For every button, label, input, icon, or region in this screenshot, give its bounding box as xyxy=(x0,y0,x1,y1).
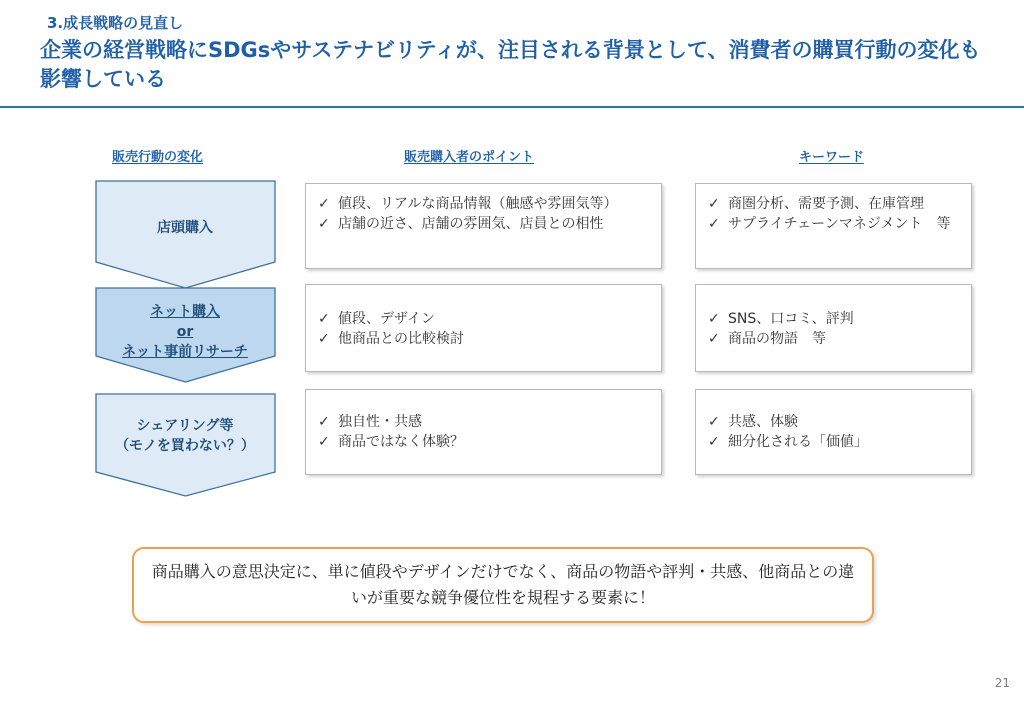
checkmark-icon: ✓ xyxy=(318,331,330,347)
list-item: ✓ 値段、デザイン xyxy=(318,311,436,327)
chevron-label-online xyxy=(95,302,275,362)
section-label: 3.成長戦略の見直し xyxy=(47,14,184,32)
chevron-label-sharing xyxy=(95,416,275,456)
column-header-keywords: キーワード xyxy=(799,150,865,165)
list-item: ✓ サプライチェーンマネジメント 等 xyxy=(708,216,951,232)
checkmark-icon: ✓ xyxy=(708,216,720,232)
points-box-store xyxy=(305,183,662,269)
page-title: 企業の経営戦略にSDGsやサステナビリティが、注目される背景として、消費者の購買行動の変化も影響している xyxy=(40,38,981,91)
conclusion-text: 商品購入の意思決定に、単に値段やデザインだけでなく、商品の物語や評判・共感、他商品との違いが重要な競争優位性を規程する要素に！ xyxy=(151,562,855,607)
list-item: ✓ 他商品との比較検討 xyxy=(318,331,464,347)
checkmark-icon: ✓ xyxy=(318,216,330,232)
list-item: ✓ 商品ではなく体験？ xyxy=(318,434,464,450)
page-number: 21 xyxy=(994,676,1010,690)
checkmark-icon: ✓ xyxy=(708,311,720,327)
list-item: ✓ 店舗の近さ、店舗の雰囲気、店員との相性 xyxy=(318,216,604,232)
chevron-label-store xyxy=(95,218,275,238)
checkmark-icon: ✓ xyxy=(318,434,330,450)
list-item: ✓ SNS、口コミ、評判 xyxy=(708,311,854,327)
list-item: ✓ 細分化される「価値」 xyxy=(708,434,868,450)
checkmark-icon: ✓ xyxy=(708,196,720,212)
chevron-line: 店頭購入 xyxy=(157,220,213,236)
points-box-online xyxy=(305,284,662,372)
list-item: ✓ 商圏分析、需要予測、在庫管理 xyxy=(708,196,924,212)
chevron-line: ネット購入 xyxy=(150,304,220,320)
chevron-line: シェアリング等 xyxy=(136,418,234,434)
list-item: ✓ 共感、体験 xyxy=(708,414,798,430)
conclusion-callout xyxy=(132,547,874,623)
chevron-line: （モノを買わない？） xyxy=(115,438,255,454)
list-item: ✓ 商品の物語 等 xyxy=(708,331,826,347)
checkmark-icon: ✓ xyxy=(708,414,720,430)
keywords-box-sharing xyxy=(695,389,972,475)
checkmark-icon: ✓ xyxy=(318,311,330,327)
keywords-box-store xyxy=(695,183,972,269)
points-box-sharing xyxy=(305,389,662,475)
list-item: ✓ 独自性・共感 xyxy=(318,414,422,430)
title-divider xyxy=(0,106,1024,108)
checkmark-icon: ✓ xyxy=(708,434,720,450)
keywords-box-online xyxy=(695,284,972,372)
column-header-points: 販売購入者のポイント xyxy=(404,150,535,165)
checkmark-icon: ✓ xyxy=(318,196,330,212)
checkmark-icon: ✓ xyxy=(708,331,720,347)
chevron-line: ネット事前リサーチ xyxy=(122,344,248,360)
checkmark-icon: ✓ xyxy=(318,414,330,430)
column-header-behavior: 販売行動の変化 xyxy=(112,150,204,165)
chevron-line: or xyxy=(176,324,194,340)
list-item: ✓ 値段、リアルな商品情報（触感や雰囲気等） xyxy=(318,196,618,212)
